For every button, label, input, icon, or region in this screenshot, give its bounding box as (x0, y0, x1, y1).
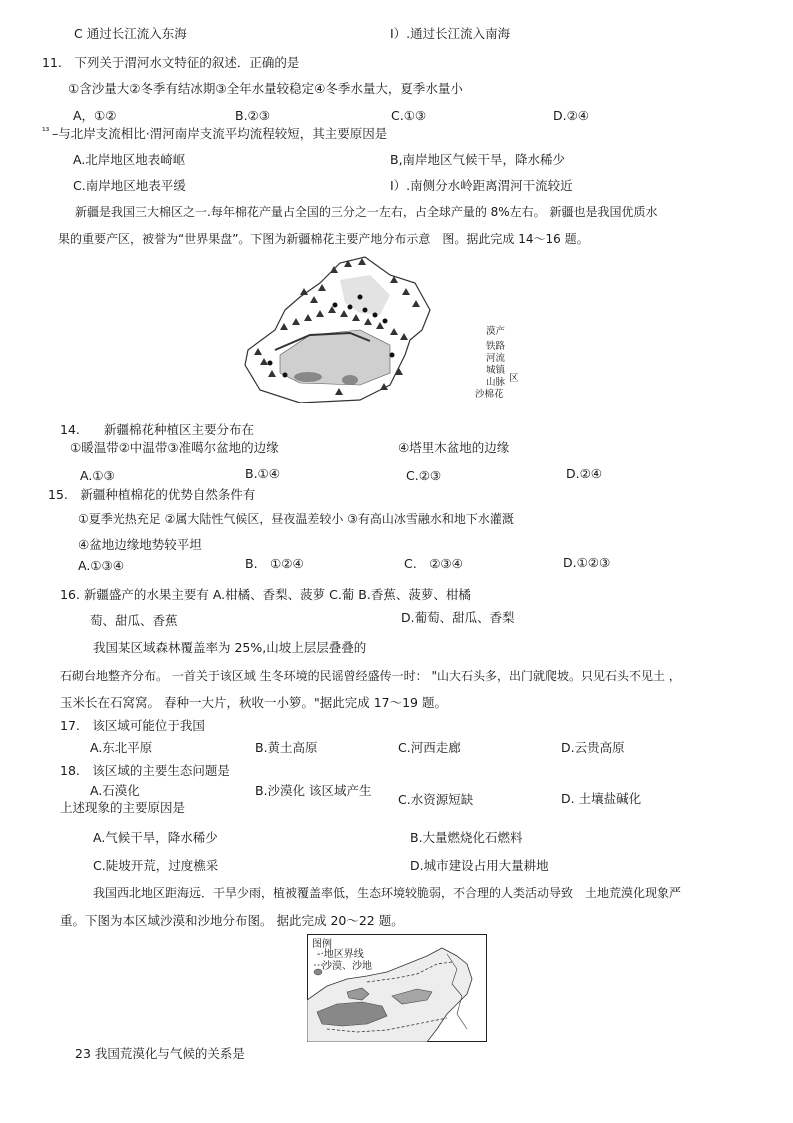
q11-statements: ①含沙量大②冬季有结冰期③全年水量较稳定④冬季水量大，夏季水量小 (68, 81, 463, 96)
map2-legend-boundary: -·地区界线 (317, 949, 364, 960)
map1-legend-4: 山脉 (486, 377, 506, 388)
cotton-area-east (342, 375, 358, 385)
q15-option-a: A.①③④ (78, 558, 124, 573)
q18-option-b: B.沙漠化 该区域产生 (255, 783, 372, 798)
q12-number: ¹³ (42, 127, 50, 137)
q16-option-d: D.葡萄、甜瓜、香梨 (401, 610, 515, 625)
q11-option-a: A，①② (73, 108, 117, 123)
q15-option-b: B. ①②④ (245, 556, 304, 571)
map1-legend-0: 漠产 (486, 326, 506, 337)
q19-option-b: B.大量燃烧化石燃料 (410, 830, 523, 845)
xinjiang-cotton-map (240, 255, 440, 403)
q14-stem: 新疆棉花种植区主要分布在 (104, 422, 255, 437)
q12-option-a: A.北岸地区地表崎岖 (73, 152, 186, 167)
q15-statements-b: ④盆地边缘地势较平坦 (78, 537, 202, 552)
q14-statements-b: ④塔里木盆地的边缘 (398, 440, 510, 455)
q10-option-c: C 通过长江流入东海 (74, 26, 187, 41)
passage2-line3: 玉米长在石窝窝。 春种一大片，秋收一小箩。"据此完成 17～19 题。 (60, 695, 447, 710)
q16-option-cont: 萄、甜瓜、香蕉 (90, 613, 178, 628)
passage2-line2: 石砌台地整齐分布。 一首关于该区域 生冬环境的民谣曾经盛传一时： "山大石头多，出门就爬坡。只见石头不见土 ， (60, 669, 681, 683)
map1-legend-1: 铁路 (486, 341, 506, 352)
q18-option-d: D. 土壤盐碱化 (561, 791, 642, 806)
legend-desert-symbol (314, 969, 322, 975)
q15-statements-a: ①夏季光热充足 ②属大陆性气候区，昼夜温差较小 ③有高山冰雪融水和地下水灌溉 (78, 512, 514, 526)
q14-option-b: B.①④ (245, 466, 280, 481)
q12-option-b: B,南岸地区气候干旱，降水稀少 (390, 152, 566, 167)
q18-option-c: C.水资源短缺 (398, 792, 474, 807)
q17-option-d: D.云贵高原 (561, 740, 625, 755)
cotton-area-south (294, 372, 322, 382)
q11-option-d: D.②④ (553, 108, 590, 123)
q12-stem: –与北岸支流相比·渭河南岸支流平均流程较短，其主要原因是 (52, 126, 388, 141)
q14-option-c: C.②③ (406, 468, 442, 483)
q14-option-a: A.①③ (80, 468, 115, 483)
map1-legend-extra: 区 (509, 373, 519, 384)
q17-option-c: C.河西走廊 (398, 740, 461, 755)
q15-stem: 15. 新疆种植棉花的优势自然条件有 (48, 487, 256, 502)
q10-option-d: I）.通过长江流入南海 (390, 26, 511, 41)
passage3-line1: 我国西北地区距海远．干旱少雨，植被覆盖率低，生态环境较脆弱，不合理的人类活动导致 土地荒漠化现象严 (93, 886, 682, 900)
passage3-line2: 重。下图为本区域沙漠和沙地分布图。 据此完成 20～22 题。 (60, 913, 404, 928)
passage1-line1: 新疆是我国三大棉区之一.每年棉花产量占全国的三分之一左右，占全球产量的 8%左右。 新疆也是我国优质水 (75, 205, 658, 219)
q11-option-b: B.②③ (235, 108, 270, 123)
q12-option-d: I）.南侧分水岭距离渭河干流较近 (390, 178, 573, 193)
q14-number: 14. (60, 422, 80, 437)
q16-stem: 16. 新疆盛产的水果主要有 A.柑橘、香梨、菠萝 C.葡 B.香蕉、菠萝、柑橘 (60, 587, 471, 602)
q15-option-d: D.①②③ (563, 555, 611, 570)
q17-option-b: B.黄土高原 (255, 740, 318, 755)
q14-statements-a: ①暖温带②中温带③准噶尔盆地的边缘 (70, 440, 279, 455)
q23-stem: 23 我国荒漠化与气候的关系是 (75, 1046, 245, 1061)
q15-option-c: C. ②③④ (404, 556, 463, 571)
q11-option-c: C.①③ (391, 108, 427, 123)
q19-option-d: D.城市建设占用大量耕地 (410, 858, 549, 873)
q11-stem: 11. 下列关于渭河水文特征的叙述．正确的是 (42, 55, 300, 70)
passage1-line2: 果的重要产区，被誉为“世界果盘”。下图为新疆棉花主要产地分布示意 图。据此完成 14～16 题。 (58, 232, 589, 246)
q14-option-d: D.②④ (566, 466, 603, 481)
q18-cont: 上述现象的主要原因是 (60, 800, 186, 815)
map1-legend-2: 河流 (486, 353, 506, 364)
q19-option-a: A.气候干旱，降水稀少 (93, 830, 218, 845)
q17-stem: 17. 该区域可能位于我国 (60, 718, 205, 733)
q19-option-c: C.陡坡开荒，过度樵采 (93, 858, 219, 873)
map2-legend-desert: 沙漠、沙地 (322, 961, 372, 972)
map2-legend-title: 图例 (312, 939, 332, 950)
q18-stem: 18. 该区域的主要生态问题是 (60, 763, 230, 778)
map1-legend-3: 城镇 (486, 365, 506, 376)
q18-option-a: A.石漠化 (90, 783, 140, 798)
passage2-line1: 我国某区域森林覆盖率为 25%,山坡上层层叠叠的 (93, 640, 367, 655)
q17-option-a: A.东北平原 (90, 740, 153, 755)
q12-option-c: C.南岸地区地表平缓 (73, 178, 186, 193)
map1-legend-5: 沙棉花 (475, 389, 504, 400)
